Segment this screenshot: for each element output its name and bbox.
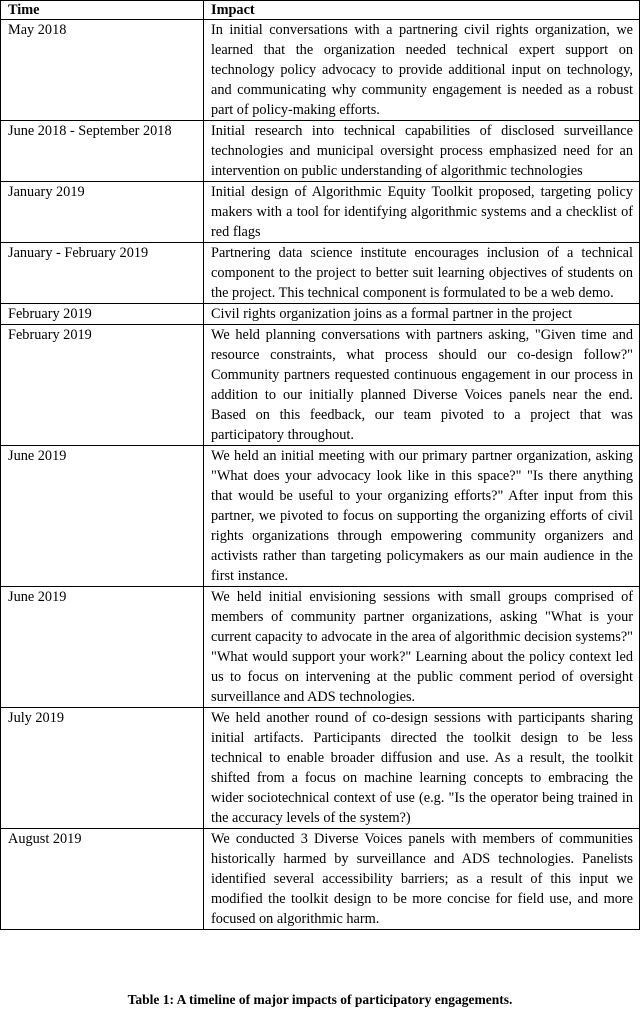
impact-cell: We held planning conversations with partners asking, "Given time and resource constraints, what process should our co-design follow?" Community partners requested continuous engagement in our process in addition to our initially planned Diverse Voices panels near the end. Based on this feedback, our team pivoted to a project that was participatory throughout. (204, 325, 640, 446)
time-cell: August 2019 (1, 829, 204, 930)
impact-cell: Initial design of Algorithmic Equity Toolkit proposed, targeting policy makers with a tool for identifying algorithmic systems and a checklist of red flags (204, 182, 640, 243)
table-header-row (1, 1, 640, 20)
impact-cell: We held initial envisioning sessions with small groups comprised of members of community partner organizations, asking "What is your current capacity to advocate in the area of algorithmic decision systems?" "What would support your work?" Learning about the policy context led us to focus on intervening at the public comment period of oversight surveillance and ADS technologies. (204, 587, 640, 708)
time-cell: February 2019 (1, 304, 204, 325)
table-row (1, 446, 640, 587)
impact-cell: We conducted 3 Diverse Voices panels with members of communities historically harmed by surveillance and ADS technologies. Panelists identified several accessibility barriers; as a result of this input we modified the toolkit design to be more concise for field use, and more focused on algorithmic harm. (204, 829, 640, 930)
table-row (1, 708, 640, 829)
table-row (1, 243, 640, 304)
table-row (1, 325, 640, 446)
time-cell: February 2019 (1, 325, 204, 446)
time-cell: May 2018 (1, 20, 204, 121)
time-cell: July 2019 (1, 708, 204, 829)
impact-cell: Civil rights organization joins as a formal partner in the project (204, 304, 640, 325)
table-row (1, 829, 640, 930)
header-impact: Impact (204, 1, 640, 20)
impact-cell: We held an initial meeting with our primary partner organization, asking "What does your advocacy look like in this space?" "Is there anything that would be useful to your organizing efforts?" After input from this partner, we pivoted to focus on supporting the organizing efforts of civil rights organizations through empowering community organizers and activists rather than targeting policymakers as our main audience in the first instance. (204, 446, 640, 587)
time-cell: January - February 2019 (1, 243, 204, 304)
table-caption: Table 1: A timeline of major impacts of participatory engagements. (127, 992, 513, 1007)
header-time: Time (1, 1, 204, 20)
time-cell: June 2018 - September 2018 (1, 121, 204, 182)
time-cell: June 2019 (1, 446, 204, 587)
table-row (1, 587, 640, 708)
impact-cell: Initial research into technical capabilities of disclosed surveillance technologies and municipal oversight process emphasized need for an intervention on public understanding of algorithmic technologies (204, 121, 640, 182)
table-row (1, 304, 640, 325)
table-row (1, 182, 640, 243)
impact-cell: Partnering data science institute encourages inclusion of a technical component to the project to better suit learning objectives of students on the project. This technical component is formulated to be a web demo. (204, 243, 640, 304)
impact-cell: In initial conversations with a partnering civil rights organization, we learned that the organization needed technical expert support on technology policy advocacy to provide additional input on technology, and communicating why community engagement is needed as a robust part of policy-making efforts. (204, 20, 640, 121)
impact-cell: We held another round of co-design sessions with participants sharing initial artifacts. Participants directed the toolkit design to be less technical to enable broader diffusion and use. As a result, the toolkit shifted from a focus on machine learning concepts to embracing the wider sociotechnical context of use (e.g. "Is the operator being trained in the accuracy levels of the system?) (204, 708, 640, 829)
time-cell: January 2019 (1, 182, 204, 243)
table-row (1, 121, 640, 182)
time-cell: June 2019 (1, 587, 204, 708)
table-row (1, 20, 640, 121)
